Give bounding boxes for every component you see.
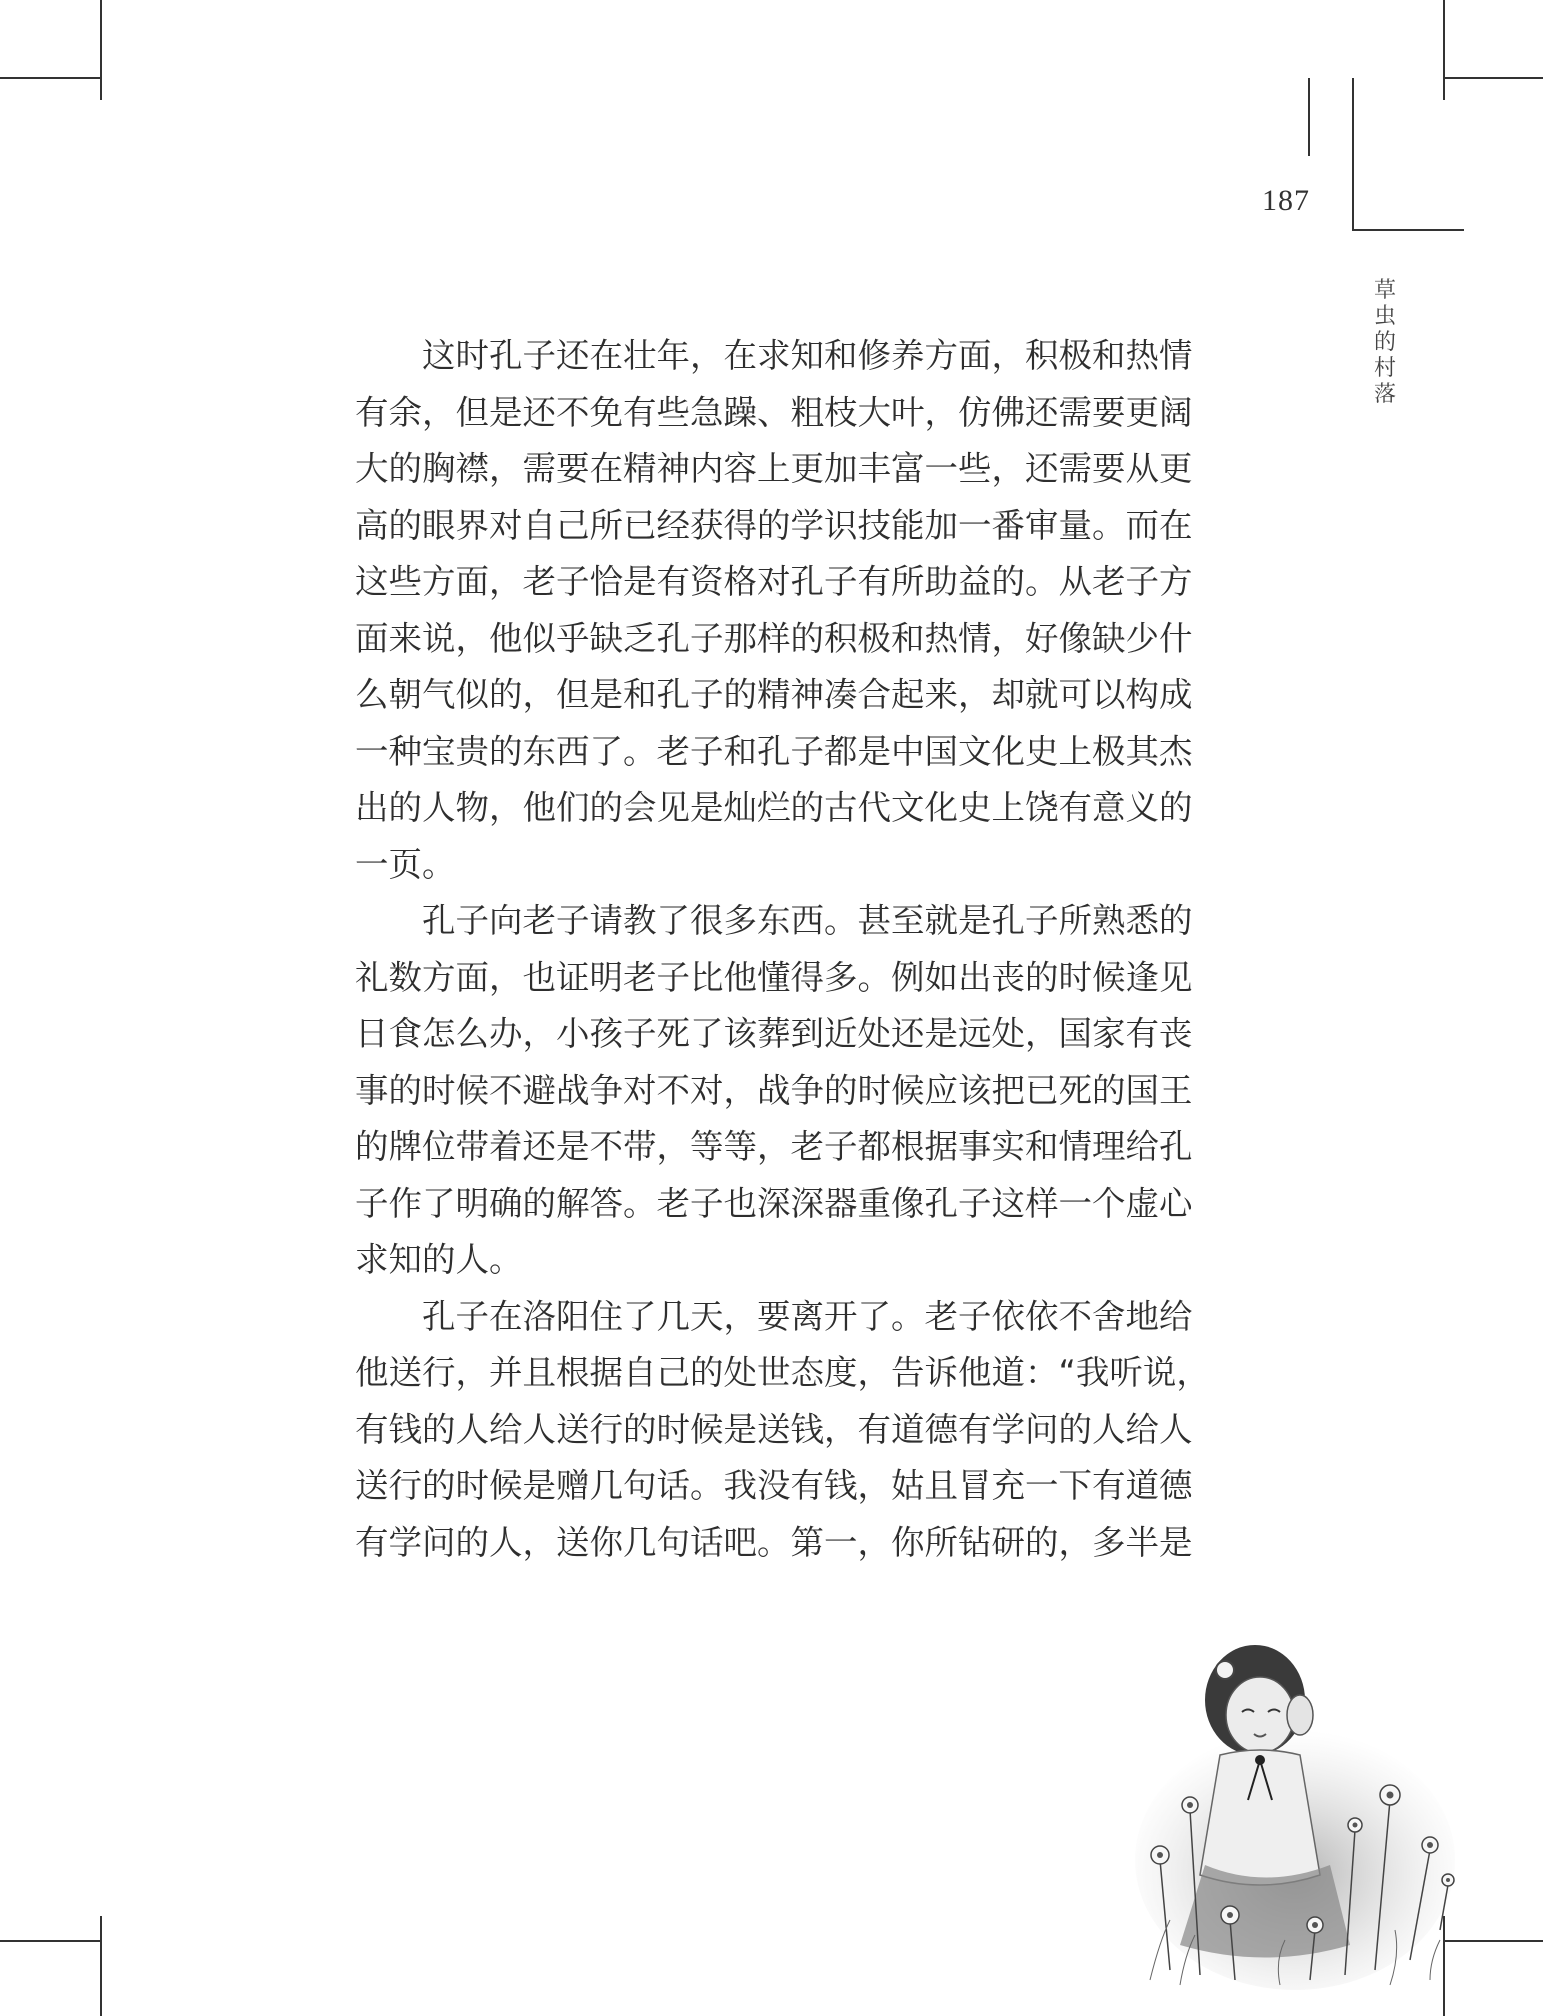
text-line: 出的人物，他们的会见是灿烂的古代文化史上饶有意义的 bbox=[355, 788, 1193, 827]
running-title-char: 虫 bbox=[1373, 304, 1396, 329]
text-line: 高的眼界对自己所已经获得的学识技能加一番审量。而在 bbox=[355, 505, 1193, 545]
text-line: 么朝气似的，但是和孔子的精神凑合起来，却就可以构成 bbox=[355, 675, 1193, 714]
text-line: 一页。 bbox=[355, 844, 456, 884]
text-line: 这些方面，老子恰是有资格对孔子有所助益的。从老子方 bbox=[355, 562, 1193, 601]
text-line: 有钱的人给人送行的时候是送钱，有道德有学问的人给人 bbox=[355, 1409, 1193, 1449]
text-line: 有余，但是还不免有些急躁、粗枝大叶，仿佛还需要更阔 bbox=[355, 392, 1193, 432]
text-line: 面来说，他似乎缺乏孔子那样的积极和热情，好像缺少什 bbox=[355, 618, 1193, 658]
page-number: 187 bbox=[1262, 184, 1310, 217]
text-line: 日食怎么办，小孩子死了该葬到近处还是远处，国家有丧 bbox=[355, 1014, 1193, 1053]
text-line: 他送行，并且根据自己的处世态度，告诉他道：“我听说， bbox=[355, 1353, 1210, 1392]
text-line: 大的胸襟，需要在精神内容上更加丰富一些，还需要从更 bbox=[355, 449, 1193, 488]
text-line: 礼数方面，也证明老子比他懂得多。例如出丧的时候逢见 bbox=[355, 957, 1193, 997]
running-title-char: 草 bbox=[1373, 278, 1396, 303]
running-title-char: 的 bbox=[1373, 330, 1396, 355]
text-line: 一种宝贵的东西了。老子和孔子都是中国文化史上极其杰 bbox=[355, 731, 1193, 771]
girl-with-flowers-sketch-icon bbox=[1130, 1630, 1460, 1990]
running-title-char: 村 bbox=[1373, 356, 1396, 381]
text-line: 的牌位带着还是不带，等等，老子都根据事实和情理给孔 bbox=[355, 1127, 1193, 1166]
text-line: 子作了明确的解答。老子也深深器重像孔子这样一个虚心 bbox=[355, 1183, 1193, 1223]
text-line: 送行的时候是赠几句话。我没有钱，姑且冒充一下有道德 bbox=[355, 1466, 1193, 1505]
paragraph bbox=[355, 1289, 1215, 1572]
paragraph bbox=[355, 328, 1215, 893]
running-title bbox=[1372, 278, 1398, 408]
text-line: 有学问的人，送你几句话吧。第一，你所钻研的，多半是 bbox=[355, 1522, 1193, 1562]
body-text bbox=[355, 328, 1215, 1571]
running-title-char: 落 bbox=[1373, 382, 1396, 407]
text-line: 孔子在洛阳住了几天，要离开了。老子依依不舍地给 bbox=[422, 1296, 1193, 1336]
text-line: 这时孔子还在壮年，在求知和修养方面，积极和热情 bbox=[422, 336, 1193, 375]
paragraph bbox=[355, 893, 1215, 1289]
text-line: 求知的人。 bbox=[355, 1240, 523, 1279]
text-line: 孔子向老子请教了很多东西。甚至就是孔子所熟悉的 bbox=[422, 901, 1193, 940]
text-line: 事的时候不避战争对不对，战争的时候应该把已死的国王 bbox=[355, 1070, 1193, 1110]
